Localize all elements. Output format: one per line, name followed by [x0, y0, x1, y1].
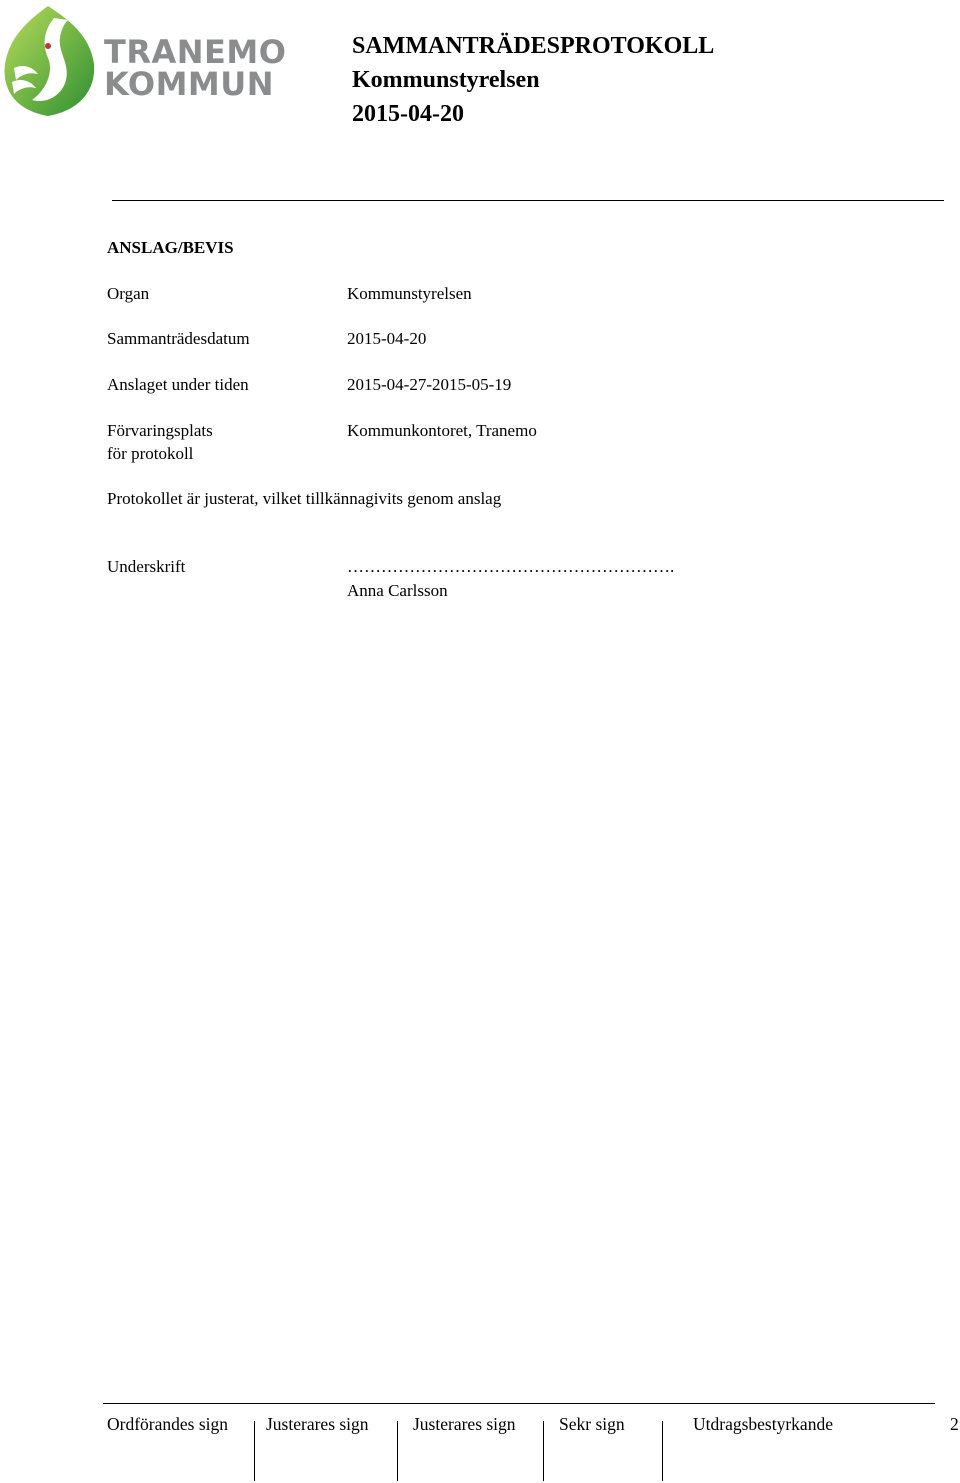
logo-line-2: KOMMUN [104, 65, 275, 103]
meeting-date: 2015-04-20 [352, 101, 464, 127]
section-title: ANSLAG/BEVIS [107, 238, 234, 257]
signature-label: Underskrift [107, 557, 186, 576]
header-divider [112, 200, 944, 201]
footer-separator [254, 1421, 255, 1481]
document-type: SAMMANTRÄDESPROTOKOLL [352, 33, 715, 59]
field-value-storage: Kommunkontoret, Tranemo [347, 421, 537, 440]
footer-chair-sign: Ordförandes sign [107, 1414, 229, 1434]
field-value-organ: Kommunstyrelsen [347, 284, 472, 303]
logo-line-1: TRANEMO [104, 33, 287, 71]
footer-separator [662, 1421, 663, 1481]
footer-secretary-sign: Sekr sign [559, 1414, 625, 1434]
field-value-meeting-date: 2015-04-20 [347, 329, 427, 348]
field-label-posting-period: Anslaget under tiden [107, 375, 249, 394]
signature-line: …………………………………………………. [347, 557, 675, 576]
logo-wordmark [104, 33, 287, 103]
tranemo-logo-icon [2, 4, 98, 120]
field-label-meeting-date: Sammanträdesdatum [107, 329, 250, 348]
field-label-storage-line-2: för protokoll [107, 444, 194, 463]
footer-extract-certification: Utdragsbestyrkande [693, 1414, 833, 1434]
field-label-organ: Organ [107, 284, 150, 303]
footer-separator [543, 1421, 544, 1481]
footer-divider [103, 1403, 935, 1404]
adjustment-statement: Protokollet är justerat, vilket tillkännagivits genom anslag [107, 489, 502, 508]
footer-separator [397, 1421, 398, 1481]
footer-adjuster-sign-1: Justerares sign [266, 1414, 369, 1434]
footer-adjuster-sign-2: Justerares sign [413, 1414, 516, 1434]
field-label-storage-line-1: Förvaringsplats [107, 421, 213, 440]
committee-name: Kommunstyrelsen [352, 67, 540, 93]
page-number: 2 [950, 1414, 959, 1434]
signatory-name: Anna Carlsson [347, 581, 448, 600]
field-value-posting-period: 2015-04-27-2015-05-19 [347, 375, 512, 394]
